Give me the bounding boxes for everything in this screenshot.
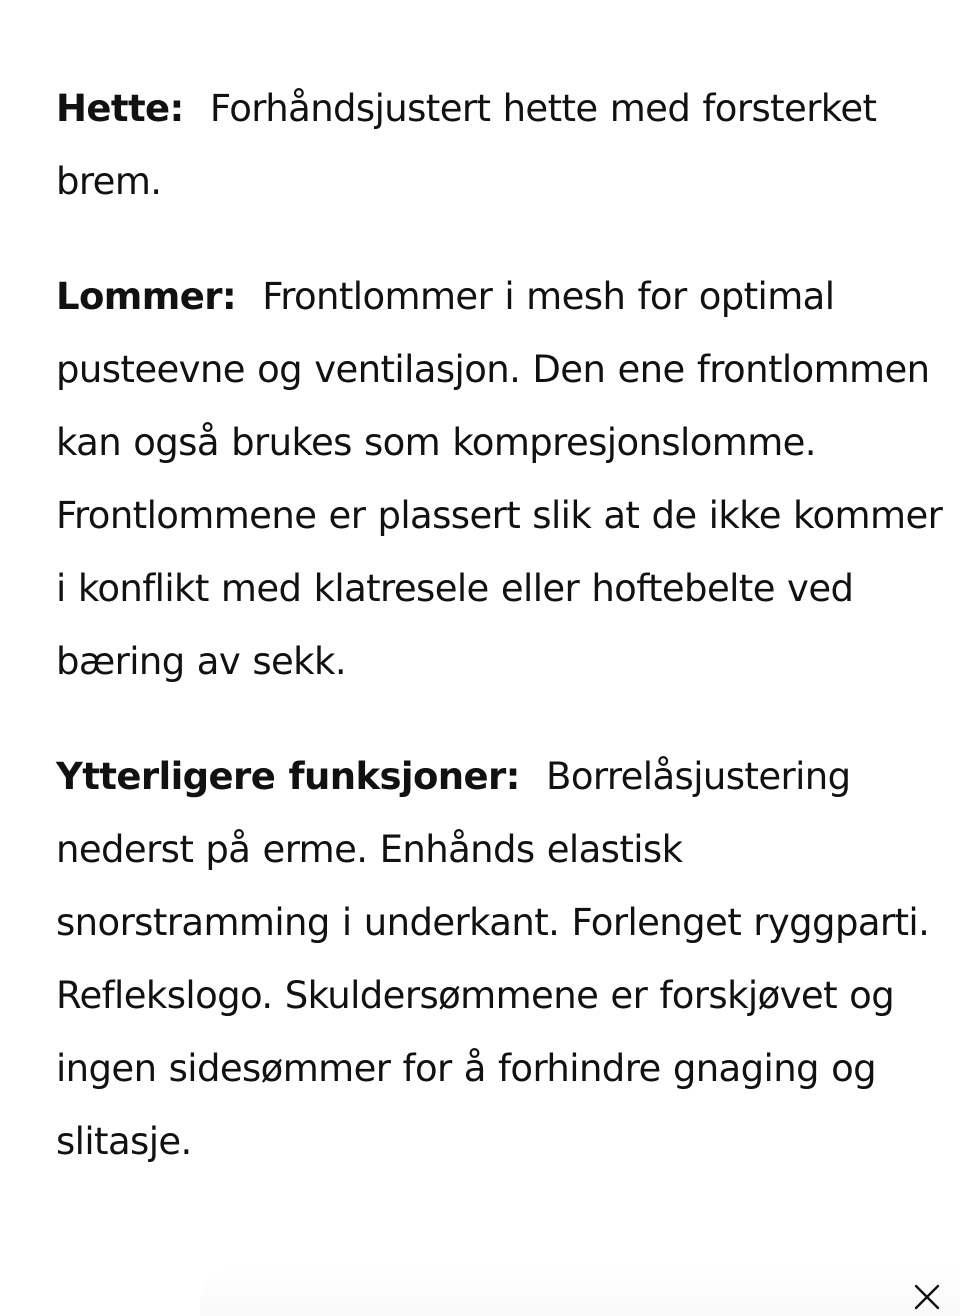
feature-description: Borrelåsjustering nederst på erme. Enhånds elastisk snorstramming i underkant. Forlenget ryggparti. Reflekslogo. Skuldersømmene er forskjøvet og ingen sidesømmer for å forhindre gnaging og slitasje. xyxy=(56,755,930,1163)
feature-description: Frontlommer i mesh for optimal pusteevne og ventilasjon. Den ene frontlommen kan også brukes som kompresjonslomme. Frontlommene er plassert slik at de ikke kommer i konflikt med klatresele eller hoftebelte ved bæring av sekk. xyxy=(56,275,943,683)
close-button[interactable] xyxy=(912,1282,942,1312)
feature-label: Lommer: xyxy=(56,275,237,318)
feature-additional xyxy=(56,740,946,1178)
feature-hood xyxy=(56,72,946,218)
feature-label: Ytterligere funksjoner: xyxy=(56,755,520,798)
product-features-content xyxy=(56,72,946,1178)
feature-label: Hette: xyxy=(56,87,184,130)
close-icon xyxy=(912,1282,942,1312)
bottom-sheet-edge xyxy=(200,1266,960,1316)
feature-pockets xyxy=(56,260,946,698)
feature-description: Forhåndsjustert hette med forsterket brem. xyxy=(56,87,877,203)
